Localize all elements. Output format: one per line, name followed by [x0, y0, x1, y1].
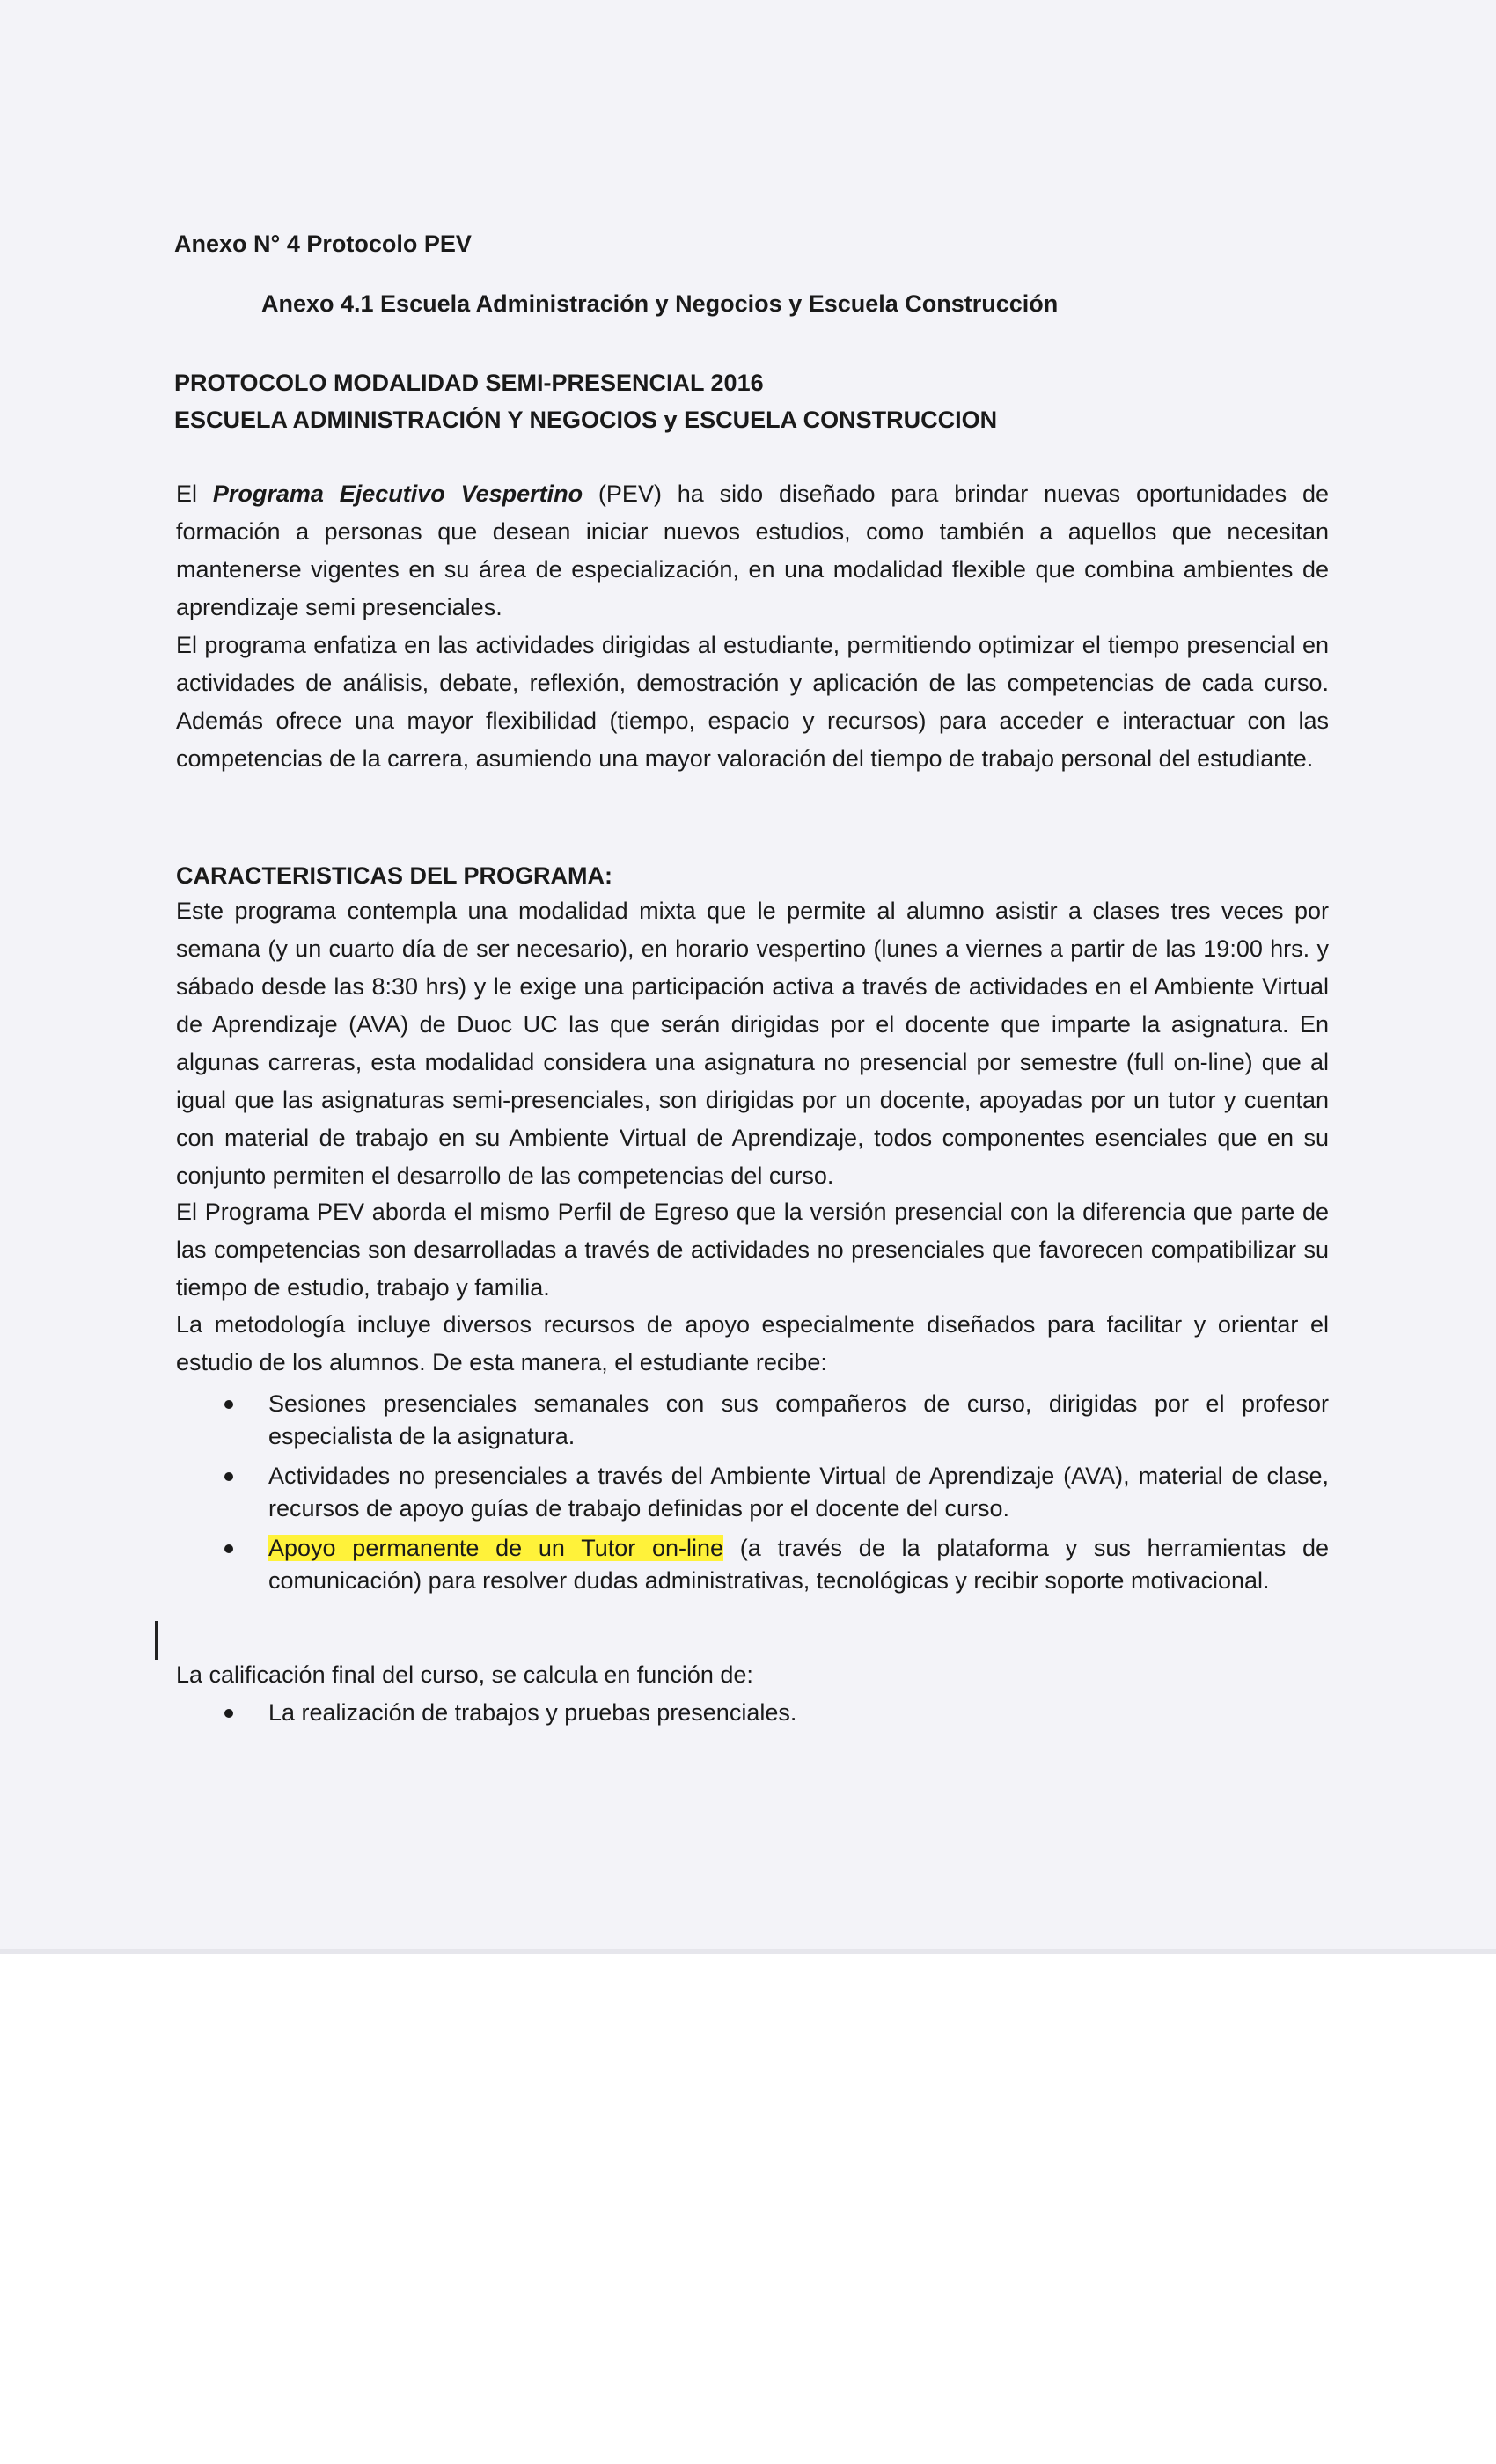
intro-prefix: El: [176, 480, 213, 507]
grading-intro: La calificación final del curso, se calcula en función de:: [176, 1661, 753, 1688]
list-item: [176, 1388, 1329, 1453]
bullet-text: Sesiones presenciales semanales con sus compañeros de curso, dirigidas por el profesor especialista de la asignatura.: [268, 1390, 1329, 1449]
annex-subtitle: Anexo 4.1 Escuela Administración y Negocios y Escuela Construcción: [261, 290, 1059, 317]
characteristics-paragraph-2: El Programa PEV aborda el mismo Perfil de Egreso que la versión presencial con la diferencia que parte de las competencias son desarrolladas a través de actividades no presenciales que favorecen compatibilizar su tiempo de estudio, trabajo y familia.: [176, 1199, 1329, 1301]
grading-list: [176, 1697, 1329, 1736]
bullet-icon: [224, 1472, 233, 1481]
characteristics-heading: CARACTERISTICAS DEL PROGRAMA:: [176, 862, 613, 889]
characteristics-paragraph-3: La metodología incluye diversos recursos de apoyo especialmente diseñados para facilitar y orientar el estudio de los alumnos. De esta manera, el estudiante recibe:: [176, 1311, 1329, 1375]
bullet-icon: [224, 1709, 233, 1718]
benefits-list: [176, 1388, 1329, 1604]
bullet-icon: [224, 1544, 233, 1553]
margin-mark: [155, 1621, 158, 1660]
bullet-text: Actividades no presenciales a través del Ambiente Virtual de Aprendizaje (AVA), material de clase, recursos de apoyo guías de trabajo definidas por el docente del curso.: [268, 1463, 1329, 1522]
characteristics-paragraph-1: Este programa contempla una modalidad mixta que le permite al alumno asistir a clases tres veces por semana (y un cuarto día de ser necesario), en horario vespertino (lunes a viernes a partir de las 19:00 hrs. y sábado desde las 8:30 hrs) y le exige una participación activa a través de actividades en el Ambiente Virtual de Aprendizaje (AVA) de Duoc UC las que serán dirigidas por el docente que imparte la asignatura. En algunas carreras, esta modalidad considera una asignatura no presencial por semestre (full on-line) que al igual que las asignaturas semi-presenciales, son dirigidas por un docente, apoyadas por un tutor y cuentan con material de trabajo en su Ambiente Virtual de Aprendizaje, todos componentes esenciales que en su conjunto permiten el desarrollo de las competencias del curso.: [176, 898, 1329, 1189]
paragraph-2: El programa enfatiza en las actividades dirigidas al estudiante, permitiendo optimizar el tiempo presencial en actividades de análisis, debate, reflexión, demostración y aplicación de las competencias de cada curso. Además ofrece una mayor flexibilidad (tiempo, espacio y recursos) para acceder e interactuar con las competencias de la carrera, asumiendo una mayor valoración del tiempo de trabajo personal del estudiante.: [176, 632, 1329, 772]
bullet-text: (a través de la plataforma y sus herramientas de comunicación) para resolver dudas administrativas, tecnológicas y recibir soporte motivacional.: [268, 1535, 1329, 1594]
annex-title: Anexo N° 4 Protocolo PEV: [174, 231, 472, 257]
bullet-text: La realización de trabajos y pruebas presenciales.: [268, 1699, 797, 1726]
protocol-title-line1: PROTOCOLO MODALIDAD SEMI-PRESENCIAL 2016: [174, 370, 764, 396]
list-item: [176, 1532, 1329, 1597]
intro-paragraph: [176, 475, 1329, 627]
intro-rest: (PEV) ha sido diseñado para brindar nuevas oportunidades de formación a personas que desean iniciar nuevos estudios, como también a aquellos que necesitan mantenerse vigentes en su área de especialización, en una modalidad flexible que combina ambientes de aprendizaje semi presenciales.: [176, 480, 1330, 620]
protocol-title-line2: ESCUELA ADMINISTRACIÓN Y NEGOCIOS y ESCUELA CONSTRUCCION: [174, 407, 998, 433]
program-name: Programa Ejecutivo Vespertino: [212, 480, 583, 507]
list-item: [176, 1460, 1329, 1525]
list-item: [176, 1697, 1329, 1729]
highlighted-text: Apoyo permanente de un Tutor on-line: [268, 1535, 724, 1561]
bullet-icon: [224, 1400, 233, 1409]
